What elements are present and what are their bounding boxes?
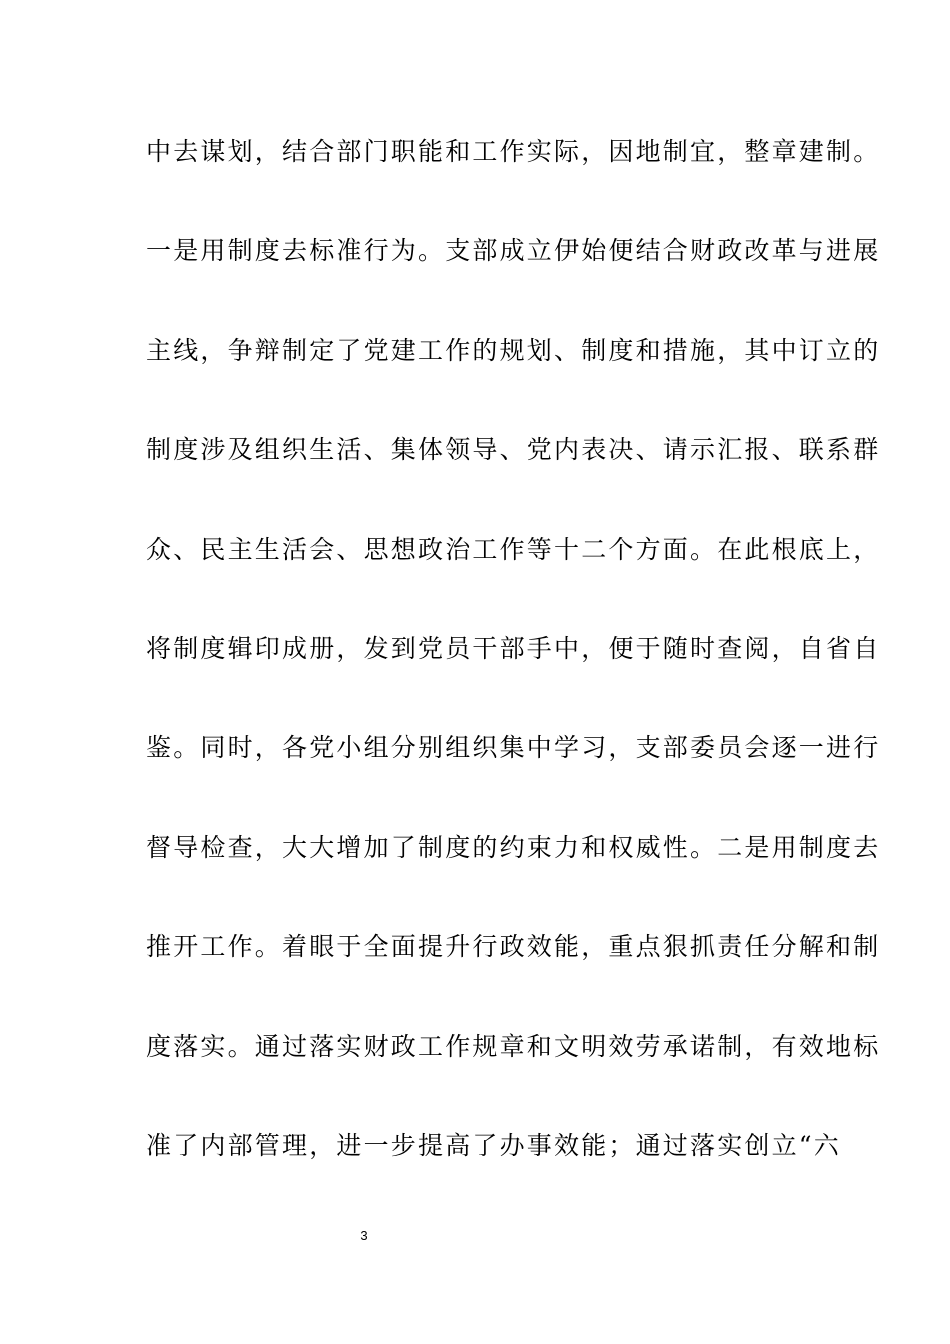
- page-number: 3: [360, 1228, 368, 1243]
- body-text-line: 准了内部管理，进一步提高了办事效能；通过落实创立“六: [146, 1131, 841, 1160]
- body-text-line: 众、民主生活会、思想政治工作等十二个方面。在此根底上，: [146, 535, 881, 564]
- body-text-line: 推开工作。着眼于全面提升行政效能，重点狠抓责任分解和制: [146, 932, 881, 961]
- body-text-line: 制度涉及组织生活、集体领导、党内表决、请示汇报、联系群: [146, 435, 881, 464]
- body-text-line: 一是用制度去标准行为。支部成立伊始便结合财政改革与进展: [146, 236, 881, 265]
- body-text-line: 主线，争辩制定了党建工作的规划、制度和措施，其中订立的: [146, 336, 881, 365]
- body-text-line: 鉴。同时，各党小组分别组织集中学习，支部委员会逐一进行: [146, 733, 881, 762]
- body-text-line: 督导检查，大大增加了制度的约束力和权威性。二是用制度去: [146, 833, 881, 862]
- body-text-line: 将制度辑印成册，发到党员干部手中，便于随时查阅，自省自: [146, 634, 881, 663]
- body-text-line: 中去谋划，结合部门职能和工作实际，因地制宜，整章建制。: [146, 137, 881, 166]
- body-text-line: 度落实。通过落实财政工作规章和文明效劳承诺制，有效地标: [146, 1032, 881, 1061]
